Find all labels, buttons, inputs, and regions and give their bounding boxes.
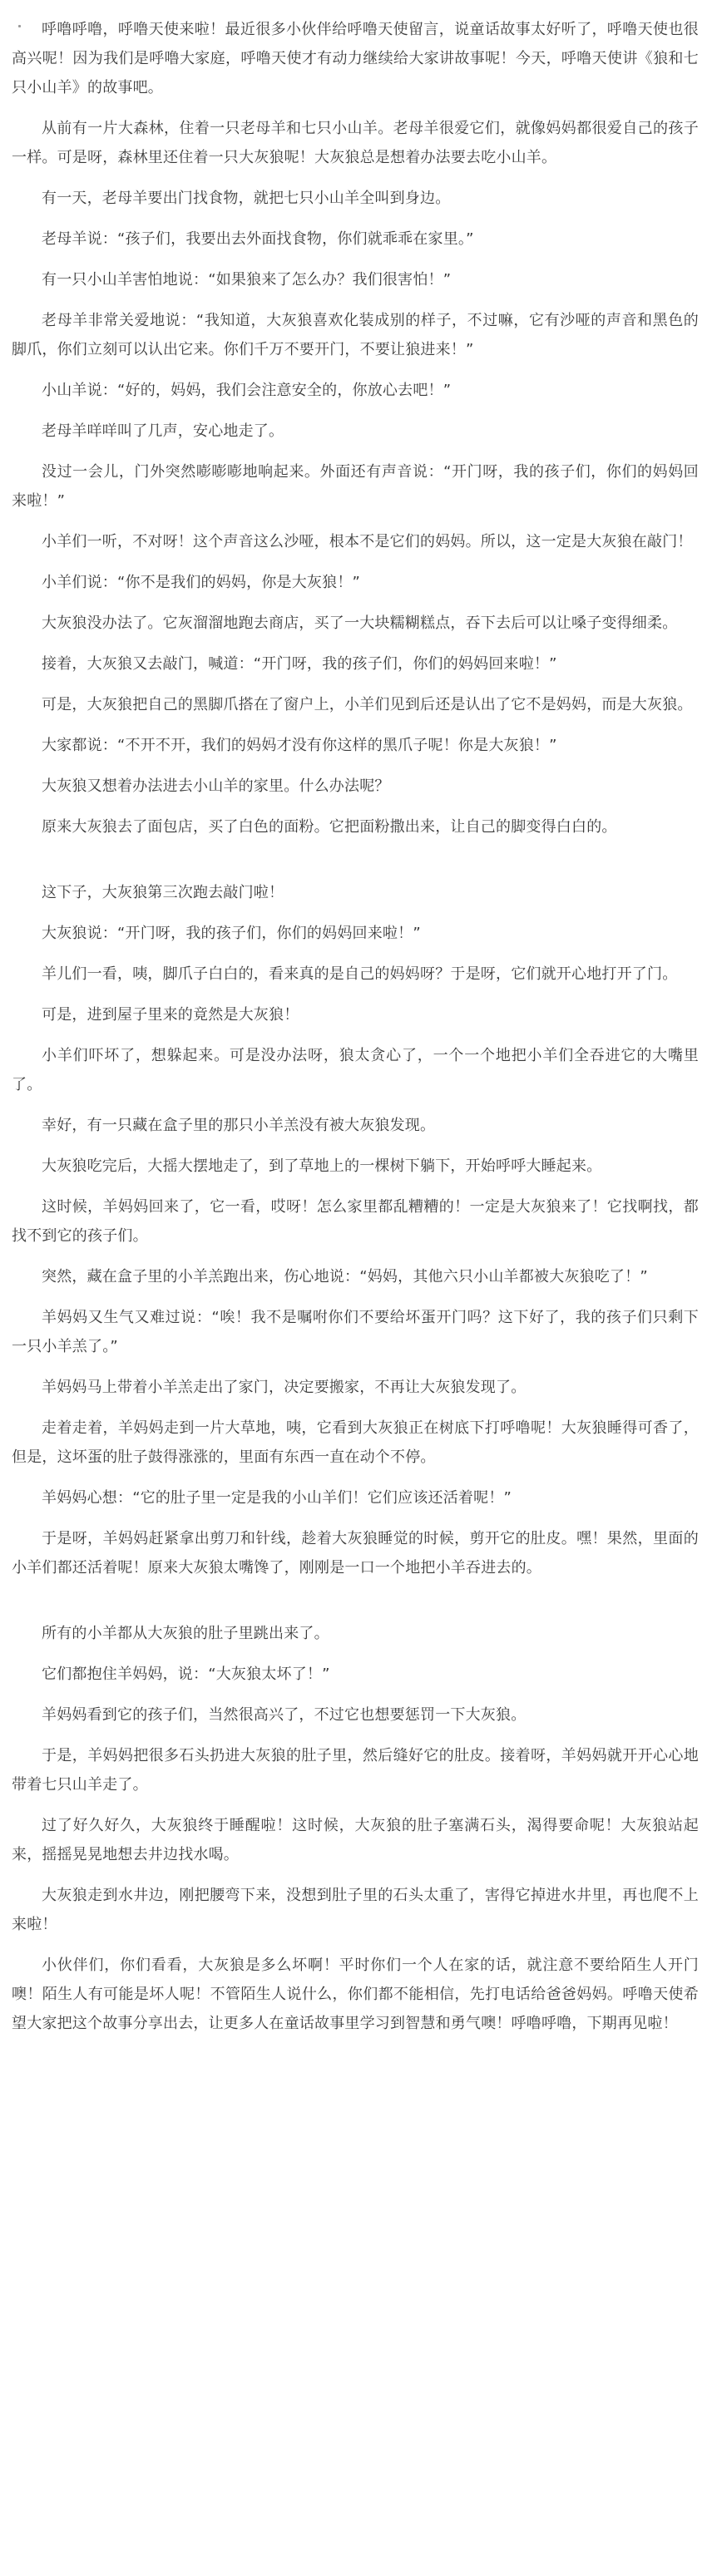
story-paragraph: 老母羊非常关爱地说：“我知道，大灰狼喜欢化装成别的样子，不过嘛，它有沙哑的声音和黑色的脚爪，你们立刻可以认出它来。你们千万不要开门，不要让狼进来！” [12,312,699,358]
story-paragraph: 大灰狼说：“开门呀，我的孩子们，你们的妈妈回来啦！” [42,925,421,942]
story-paragraph: 有一只小山羊害怕地说：“如果狼来了怎么办？我们很害怕！” [42,271,452,289]
story-paragraph: 大灰狼没办法了。它灰溜溜地跑去商店，买了一大块糯糊糕点，吞下去后可以让嗓子变得细柔。 [42,614,678,632]
story-paragraph: 这时候，羊妈妈回来了，它一看，哎呀！怎么家里都乱糟糟的！一定是大灰狼来了！它找啊找，都找不到它的孩子们。 [12,1198,699,1245]
section-gap [12,1594,699,1619]
story-paragraph: 羊妈妈看到它的孩子们，当然很高兴了，不过它也想要惩罚一下大灰狼。 [42,1706,527,1724]
story-paragraph: 大灰狼走到水井边，刚把腰弯下来，没想到肚子里的石头太重了，害得它掉进水井里，再也爬不上来啦！ [12,1887,699,1933]
story-paragraph: 幸好，有一只藏在盒子里的那只小羊羔没有被大灰狼发现。 [42,1117,436,1134]
story-paragraph: 大家都说：“不开不开，我们的妈妈才没有你这样的黑爪子呢！你是大灰狼！” [42,737,557,754]
story-paragraph: 过了好久好久，大灰狼终于睡醒啦！这时候，大灰狼的肚子塞满石头，渴得要命呢！大灰狼站起来，摇摇晃晃地想去井边找水喝。 [12,1817,699,1863]
story-paragraph-outro: 小伙伴们，你们看看，大灰狼是多么坏啊！平时你们一个人在家的话，就注意不要给陌生人开门噢！陌生人有可能是坏人呢！不管陌生人说什么，你们都不能相信，先打电话给爸爸妈妈。呼噜天使希望大家把这个故事分享出去，让更多人在童话故事里学习到智慧和勇气噢！呼噜呼噜，下期再见啦！ [12,1957,699,2032]
story-paragraph: 有一天，老母羊要出门找食物，就把七只小山羊全叫到身边。 [42,190,451,207]
story-paragraph: 小羊们一听，不对呀！这个声音这么沙哑，根本不是它们的妈妈。所以，这一定是大灰狼在敲门！ [42,533,693,550]
story-paragraph: 它们都抱住羊妈妈，说：“大灰狼太坏了！” [42,1666,330,1683]
story-paragraph: 老母羊咩咩叫了几声，安心地走了。 [42,422,284,440]
story-paragraph: 从前有一片大森林，住着一只老母羊和七只小山羊。老母羊很爱它们，就像妈妈都很爱自己的孩子一样。可是呀，森林里还住着一只大灰狼呢！大灰狼总是想着办法要去吃小山羊。 [12,120,699,166]
story-paragraph: 接着，大灰狼又去敲门，喊道：“开门呀，我的孩子们，你们的妈妈回来啦！” [42,655,557,673]
story-paragraph: 老母羊说：“孩子们，我要出去外面找食物，你们就乖乖在家里。” [42,230,474,248]
story-paragraph: 原来大灰狼去了面包店，买了白色的面粉。它把面粉撒出来，让自己的脚变得白白的。 [42,818,617,836]
story-paragraph-intro: 呼噜呼噜，呼噜天使来啦！最近很多小伙伴给呼噜天使留言，说童话故事太好听了，呼噜天使也很高兴呢！因为我们是呼噜大家庭，呼噜天使才有动力继续给大家讲故事呢！今天，呼噜天使讲《狼和七只小山羊》的故事吧。 [12,21,699,96]
section-gap [12,853,699,878]
story-paragraph: 羊妈妈心想：“它的肚子里一定是我的小山羊们！它们应该还活着呢！” [42,1489,512,1507]
story-paragraph: 小羊们说：“你不是我们的妈妈，你是大灰狼！” [42,574,361,591]
story-paragraph: 没过一会儿，门外突然嘭嘭嘭地响起来。外面还有声音说：“开门呀，我的孩子们，你们的妈妈回来啦！” [12,463,699,510]
story-paragraph: 羊儿们一看，咦，脚爪子白白的，看来真的是自己的妈妈呀？于是呀，它们就开心地打开了门。 [42,965,678,983]
story-paragraph: 这下子，大灰狼第三次跑去敲门啦！ [42,884,284,901]
story-paragraph: 羊妈妈又生气又难过说：“唉！我不是嘱咐你们不要给坏蛋开门吗？这下好了，我的孩子们只剩下一只小羊羔了。” [12,1309,699,1355]
story-paragraph: 大灰狼吃完后，大摇大摆地走了，到了草地上的一棵树下躺下，开始呼呼大睡起来。 [42,1157,602,1175]
story-paragraph: 小羊们吓坏了，想躲起来。可是没办法呀，狼太贪心了，一个一个地把小羊们全吞进它的大嘴里了。 [12,1047,699,1093]
story-paragraph: 小山羊说：“好的，妈妈，我们会注意安全的，你放心去吧！” [42,382,452,399]
story-paragraph: 可是，大灰狼把自己的黑脚爪搭在了窗户上，小羊们见到后还是认出了它不是妈妈，而是大灰狼。 [42,696,693,713]
story-paragraph: 所有的小羊都从大灰狼的肚子里跳出来了。 [42,1625,329,1642]
story-paragraph: 突然，藏在盒子里的小羊羔跑出来，伤心地说：“妈妈，其他六只小山羊都被大灰狼吃了！” [42,1268,648,1286]
story-paragraph: 大灰狼又想着办法进去小山羊的家里。什么办法呢？ [42,777,390,795]
story-paragraph: 羊妈妈马上带着小羊羔走出了家门，决定要搬家，不再让大灰狼发现了。 [42,1379,527,1396]
story-paragraph: 于是，羊妈妈把很多石头扔进大灰狼的肚子里，然后缝好它的肚皮。接着呀，羊妈妈就开开心心地带着七只山羊走了。 [12,1747,699,1794]
story-paragraph: 可是，进到屋子里来的竟然是大灰狼！ [42,1006,299,1024]
story-paragraph: 于是呀，羊妈妈赶紧拿出剪刀和针线，趁着大灰狼睡觉的时候，剪开它的肚皮。嘿！果然，里面的小羊们都还活着呢！原来大灰狼太嘴馋了，刚刚是一口一个地把小羊吞进去的。 [12,1530,699,1577]
story-paragraph: 走着走着，羊妈妈走到一片大草地，咦，它看到大灰狼正在树底下打呼噜呢！大灰狼睡得可香了，但是，这坏蛋的肚子鼓得涨涨的，里面有东西一直在动个不停。 [12,1419,699,1466]
